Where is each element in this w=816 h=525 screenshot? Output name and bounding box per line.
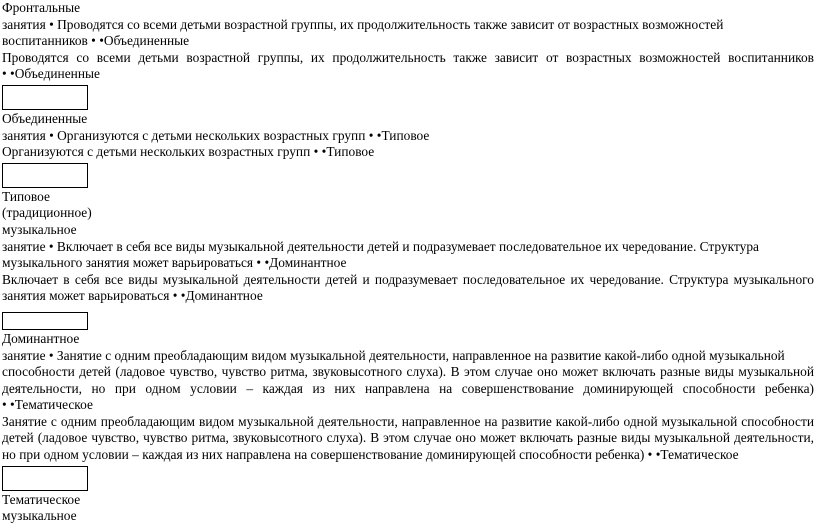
heading-traditional: (традиционное) bbox=[2, 205, 92, 221]
combined-para-line-1: Организуются с детьми нескольких возрастных групп • •Типовое bbox=[2, 144, 375, 160]
dominant-line-2: способности детей (ладовое чувство, чувство ритма, звуковысотного слуха). В этом случае оно может включать разные виды музыкальной bbox=[2, 364, 814, 380]
dominant-para-line-2: детей (ладовое чувство, чувство ритма, звуковысотного слуха). В этом случае оно может включать разные виды музыкальной деятельности, bbox=[2, 430, 814, 446]
dominant-line-4: • •Тематическое bbox=[2, 397, 93, 413]
heading-typical: Типовое bbox=[2, 188, 50, 204]
frontal-line-1: занятия • Проводятся со всеми детьми возрастной группы, их продолжительность также зависит от возрастных возможностей bbox=[2, 16, 724, 32]
heading-frontal: Фронтальные bbox=[2, 0, 81, 15]
heading-thematic-musical: музыкальное bbox=[2, 508, 77, 524]
frontal-para-line-2: • •Объединенные bbox=[2, 66, 100, 82]
dominant-para-line-1: Занятие с одним преобладающим видом музыкальной деятельности, направленное на развитие какой-либо одной музыкальной способности bbox=[2, 413, 814, 429]
spacer bbox=[2, 305, 814, 310]
empty-box-2 bbox=[2, 163, 88, 188]
empty-box-3 bbox=[2, 312, 88, 330]
dominant-line-3: деятельности, но при одном условии – каждая из них направлена на совершенствование доминирующей способности ребенка) bbox=[2, 380, 814, 396]
heading-thematic: Тематическое bbox=[2, 491, 81, 507]
typical-para-line-2: занятия может варьироваться • •Доминантное bbox=[2, 288, 263, 304]
frontal-para-line-1: Проводятся со всеми детьми возрастной группы, их продолжительность также зависит от возрастных возможностей воспитанников bbox=[2, 49, 814, 65]
typical-para-line-1: Включает в себя все виды музыкальной деятельности детей и подразумевает последовательное их чередование. Структура музыкального bbox=[2, 271, 814, 287]
dominant-para-line-3: но при одном условии – каждая из них направлена на совершенствование доминирующей способности ребенка) • •Тематическое bbox=[2, 447, 739, 463]
dominant-line-1: занятие • Занятие с одним преобладающим видом музыкальной деятельности, направленное на развитие какой-либо одной музыкальной bbox=[2, 347, 785, 363]
frontal-line-2: воспитанников • •Объединенные bbox=[2, 33, 190, 49]
combined-line-1: занятия • Организуются с детьми нескольких возрастных групп • •Типовое bbox=[2, 127, 430, 143]
typical-line-1: занятие • Включает в себя все виды музыкальной деятельности детей и подразумевает последовательное их чередование. Структура bbox=[2, 238, 759, 254]
heading-musical: музыкальное bbox=[2, 221, 77, 237]
typical-line-2: музыкального занятия может варьироваться • •Доминантное bbox=[2, 255, 347, 271]
empty-box-1 bbox=[2, 85, 88, 110]
empty-box-4 bbox=[2, 466, 88, 491]
heading-dominant: Доминантное bbox=[2, 330, 80, 346]
heading-combined: Объединенные bbox=[2, 110, 88, 126]
